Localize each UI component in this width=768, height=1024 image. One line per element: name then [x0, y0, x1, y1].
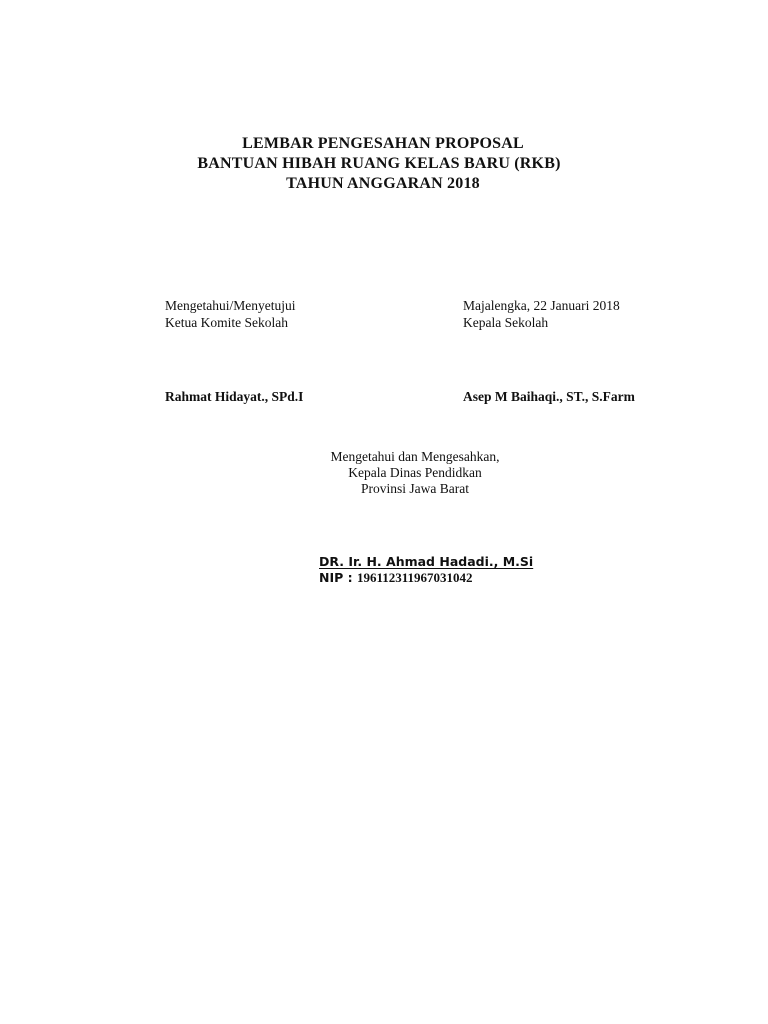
approver-name [319, 554, 555, 569]
nip-label: NIP : [319, 570, 357, 585]
approval-line-2: Kepala Dinas Pendidkan [348, 465, 482, 480]
approver-nip [319, 570, 473, 586]
place-date: Majalengka, 22 Januari 2018 [463, 298, 620, 313]
left-signatory-name: Rahmat Hidayat., SPd.I [165, 389, 304, 404]
approval-line-3: Provinsi Jawa Barat [361, 481, 469, 496]
right-signatory-name: Asep M Baihaqi., ST., S.Farm [463, 389, 635, 404]
right-signatory-block [463, 297, 620, 331]
nip-value: 196112311967031042 [356, 570, 473, 585]
left-signatory-role-2: Ketua Komite Sekolah [165, 315, 288, 330]
title-line-2: BANTUAN HIBAH RUANG KELAS BARU (RKB) [197, 155, 561, 172]
document-title [0, 134, 768, 194]
left-signatory-role-1: Mengetahui/Menyetujui [165, 298, 296, 313]
underline-trail [533, 554, 555, 569]
approval-block [270, 449, 560, 497]
approver-name-text: DR. Ir. H. Ahmad Hadadi., M.Si [319, 554, 534, 569]
title-line-1: LEMBAR PENGESAHAN PROPOSAL [242, 135, 524, 152]
left-signatory-block [165, 297, 295, 331]
approval-line-1: Mengetahui dan Mengesahkan, [330, 449, 500, 464]
right-signatory-role: Kepala Sekolah [463, 315, 549, 330]
title-line-3: TAHUN ANGGARAN 2018 [286, 175, 480, 192]
